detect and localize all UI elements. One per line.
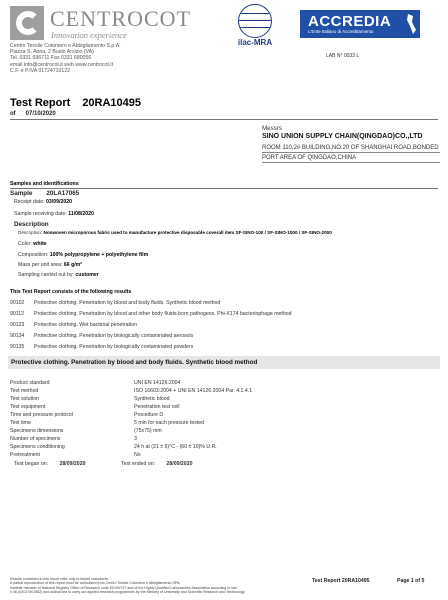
ilac-mra-logo xyxy=(232,4,278,50)
test-row: Specimens conditioning 24 h at (21 ± 5)°C - (60 ± 10)% U.R. xyxy=(10,444,217,450)
test-row: Time and pressure protocol Procedure D xyxy=(10,412,164,418)
report-title-label: Test Report xyxy=(10,97,71,109)
list-item: 90135 Protective clothing. Penetration by biologically contaminated powders xyxy=(10,344,194,350)
test-row: Specimens dimensions (75x75) mm xyxy=(10,428,162,434)
test-row: Test equipment Penetration test cell xyxy=(10,404,180,410)
client-address-line: ROOM 110,2# BUILDING,NO.20 OF SHANGHAI ROAD,BONDED xyxy=(262,145,439,151)
report-number: 20RA10495 xyxy=(82,97,142,109)
list-item: 90134 Protective clothing. Penetration by biologically contaminated aerosols xyxy=(10,333,194,339)
address-line: Tel. 0331 696711 Fax 0331 680056 xyxy=(10,55,92,62)
report-title xyxy=(10,97,141,109)
centrocot-logo-icon xyxy=(10,6,44,40)
test-row: Test time 5 min for each pressure tested xyxy=(10,420,205,426)
receipt-date-row: Receipt date: 03/09/2020 xyxy=(14,199,72,205)
accredia-name: ACCREDIA xyxy=(308,13,392,30)
address-line: C.F. e P.IVA 01724710122 xyxy=(10,67,71,74)
description-heading: Description xyxy=(14,221,49,228)
divider xyxy=(10,188,438,189)
samples-section-label: Samples and identifications xyxy=(10,181,79,187)
list-item: 90112 Protective clothing. Penetration by blood and other body fluids-born pathogens. Phi-X174 bacteriophage method xyxy=(10,311,292,317)
page-number: Page 1 of 5 xyxy=(397,578,425,584)
test-section-title: Protective clothing. Penetration by blood and body fluids. Synthetic blood method xyxy=(8,356,440,369)
test-ended-row: Test ended on: 28/09/2020 xyxy=(121,461,193,467)
footer-line: Institute member of National Registry Office of Research code E0190Y27 and of the Highly Qualified Laboratories Association according to law xyxy=(10,585,237,590)
list-item: 90123 Protective clothing. Wet bacterial penetration xyxy=(10,322,137,328)
color-row: Color: white xyxy=(18,241,47,247)
centrocot-logo xyxy=(10,6,200,42)
list-item: 90102 Protective clothing. Penetration by blood and body fluids. Synthetic blood method xyxy=(10,300,221,306)
brand-tagline: Innovation experience xyxy=(51,30,127,40)
composition-row: Composition: 100% polypropylene + polyethylene film xyxy=(18,252,149,258)
sampling-row: Sampling carried out by: customer xyxy=(18,272,99,278)
client-name: SINO UNION SUPPLY CHAIN(QINGDAO)CO.,LTD xyxy=(262,133,423,140)
messrs-label: Messrs xyxy=(262,125,282,132)
accredia-logo xyxy=(300,10,420,38)
results-heading: This Test Report consists of the following results xyxy=(10,289,132,295)
test-row: Pretreatment No xyxy=(10,452,141,458)
footer-line: A partial reproduction of this report must be authorized from Centro Tessile Cotoniero e Abbigliamento SPA. xyxy=(10,581,181,586)
footer-disclaimer xyxy=(10,577,300,594)
lab-number: LAB N° 0033 L xyxy=(326,53,360,59)
sample-row xyxy=(10,190,79,197)
globe-icon xyxy=(238,4,272,38)
receiving-date-row: Sample receiving date: 11/08/2020 xyxy=(14,211,94,217)
report-date-line xyxy=(10,111,56,117)
brand-name: CENTROCOT xyxy=(50,6,191,31)
report-date: 07/10/2020 xyxy=(25,111,56,117)
mass-row: Mass per unit area: 66 g/m² xyxy=(18,262,83,268)
test-row: Test method ISO 16603:2004 + UNI EN 14126:2004 Par. 4.1.4.1 xyxy=(10,388,253,394)
sample-label: Sample xyxy=(10,190,33,197)
accredia-subtitle: L'Ente Italiano di Accreditamento xyxy=(308,29,374,34)
footer-report-ref: Test Report 20RA10495 xyxy=(312,578,370,584)
test-row: Product standard UNI EN 14126:2004 xyxy=(10,380,181,386)
of-label: of xyxy=(10,111,16,117)
test-began-row: Test began on: 28/09/2020 xyxy=(14,461,86,467)
divider xyxy=(10,119,438,120)
description-row: Description: Nonwoven microporous fabric used to manufacture protective disposable coverall item SF-SINO-100 / SF-SINO-1000 / SF-SINO-2000 xyxy=(18,230,332,235)
company-address xyxy=(10,43,121,74)
footer-line: Results contained in this report refer only to tested manufacts. xyxy=(10,577,109,581)
address-line: Piazza S. Anna, 2 Busto Arsizio (VA) xyxy=(10,49,94,56)
address-line: Centro Tessile Cotoniero e Abbigliamento S.p.A. xyxy=(10,43,121,49)
address-line: email info@centrocot.it web www.centrocot.it xyxy=(10,61,114,68)
footer-line: n.46 (02/1/7/b/1982) and authorized to carry out applied research programmes by the Ministry of University and Scientific Research and Technology. xyxy=(10,589,246,594)
ilac-text: ilac-MRA xyxy=(237,38,273,47)
test-row: Number of specimens 3 xyxy=(10,436,137,442)
italy-map-icon xyxy=(406,14,416,34)
test-row: Test solution Synthetic blood xyxy=(10,396,170,402)
client-address-line: PORT AREA OF QINGDAO,CHINA xyxy=(262,155,440,163)
sample-id: 20LA17065 xyxy=(46,190,80,197)
